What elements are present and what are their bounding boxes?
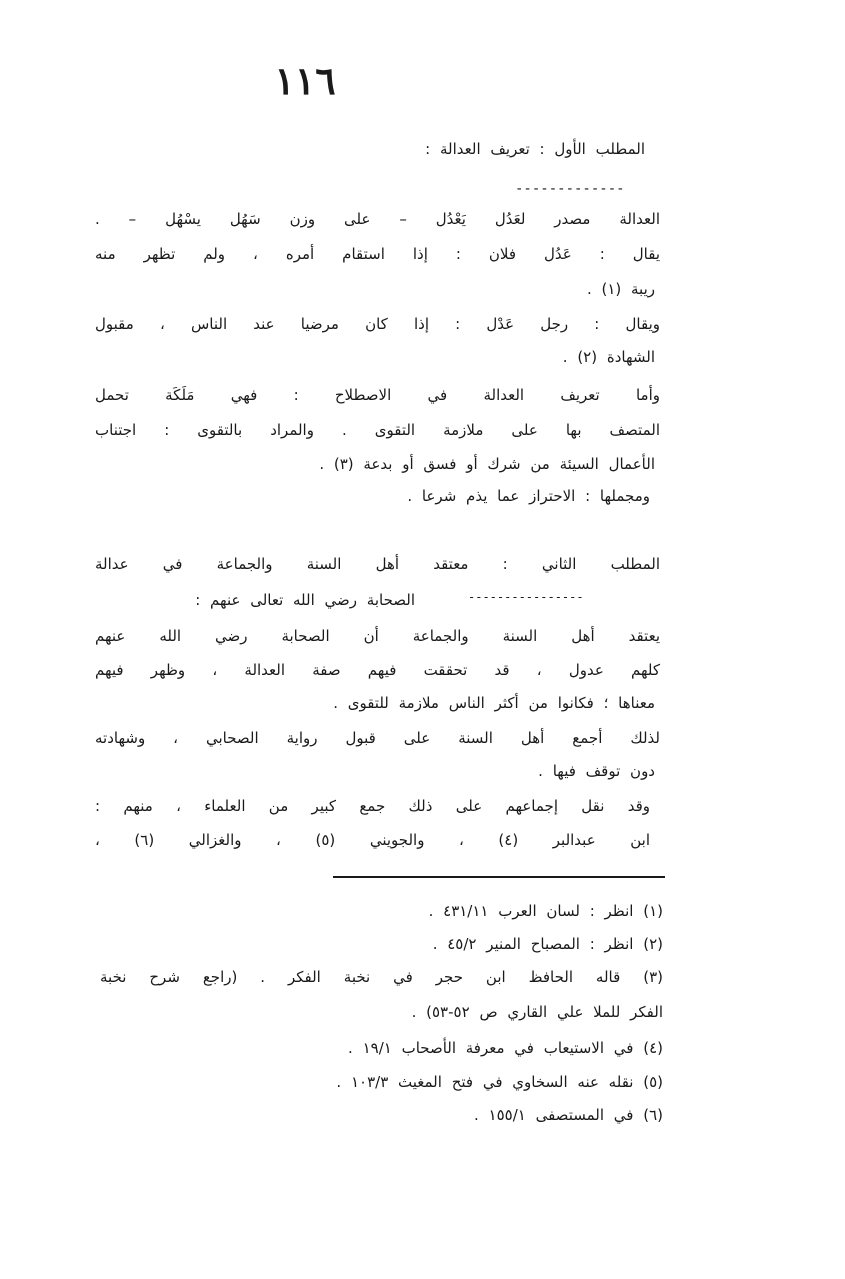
section2-line-2: كلهم عدول ، قد تحققت فيهم صفة العدالة ، وظهر فيهم bbox=[95, 661, 660, 679]
section1-heading-underline: ------------- bbox=[515, 181, 625, 197]
section1-line-7: المتصف بها على ملازمة التقوى . والمراد بالتقوى : اجتناب bbox=[95, 421, 660, 439]
section1-line-5: الشهادة (٢) . bbox=[562, 348, 655, 366]
footnote-1: (١) انظر : لسان العرب ٤٣١/١١ . bbox=[428, 902, 663, 920]
section1-line-4: ويقال : رجل عَدْل : إذا كان مرضيا عند الناس ، مقبول bbox=[95, 315, 660, 333]
section1-line-1: العدالة مصدر لعَدُل يَعْدُل – على وزن سَهُل يسْهُل – . bbox=[95, 210, 660, 228]
section2-line-6: وقد نقل إجماعهم على ذلك جمع كبير من العلماء ، منهم : bbox=[95, 797, 650, 815]
section1-line-9: ومجملها : الاحتراز عما يذم شرعا . bbox=[407, 487, 650, 505]
footnote-3-continued: الفكر للملا علي القاري ص ٥٢-٥٣) . bbox=[411, 1003, 663, 1021]
footnote-4: (٤) في الاستيعاب في معرفة الأصحاب ١٩/١ . bbox=[348, 1039, 663, 1057]
footnote-separator bbox=[333, 876, 665, 878]
section2-line-1: يعتقد أهل السنة والجماعة أن الصحابة رضي الله عنهم bbox=[95, 627, 660, 645]
section1-line-3: ريبة (١) . bbox=[586, 280, 655, 298]
section2-line-5: دون توقف فيها . bbox=[538, 762, 655, 780]
section1-line-2: يقال : عَدُل فلان : إذا استقام أمره ، ولم تظهر منه bbox=[95, 245, 660, 263]
footnote-6: (٦) في المستصفى ١٥٥/١ . bbox=[474, 1106, 663, 1124]
section2-line-7: ابن عبدالبر (٤) ، والجويني (٥) ، والغزالي (٦) ، bbox=[95, 831, 650, 849]
footnote-5: (٥) نقله عنه السخاوي في فتح المغيث ١٠٣/٣ . bbox=[336, 1073, 663, 1091]
page-number: ١١٦ bbox=[274, 58, 336, 103]
footnote-3: (٣) قاله الحافظ ابن حجر في نخبة الفكر . (راجع شرح نخبة bbox=[100, 968, 663, 986]
section1-heading: المطلب الأول : تعريف العدالة : bbox=[425, 140, 645, 158]
section1-line-8: الأعمال السيئة من شرك أو فسق أو بدعة (٣) . bbox=[319, 455, 655, 473]
section1-line-6: وأما تعريف العدالة في الاصطلاح : فهي مَلَكَة تحمل bbox=[95, 386, 660, 404]
section2-line-4: لذلك أجمع أهل السنة على قبول رواية الصحابي ، وشهادته bbox=[95, 729, 660, 747]
section2-line-3: معناها ؛ فكانوا من أكثر الناس ملازمة للتقوى . bbox=[333, 694, 655, 712]
section2-heading-underline: ---------------- bbox=[468, 590, 584, 604]
section2-heading-line-1: المطلب الثاني : معتقد أهل السنة والجماعة في عدالة bbox=[95, 555, 660, 573]
footnote-2: (٢) انظر : المصباح المنير ٤٥/٢ . bbox=[432, 935, 663, 953]
section2-heading-line-2: الصحابة رضي الله تعالى عنهم : bbox=[195, 591, 415, 609]
